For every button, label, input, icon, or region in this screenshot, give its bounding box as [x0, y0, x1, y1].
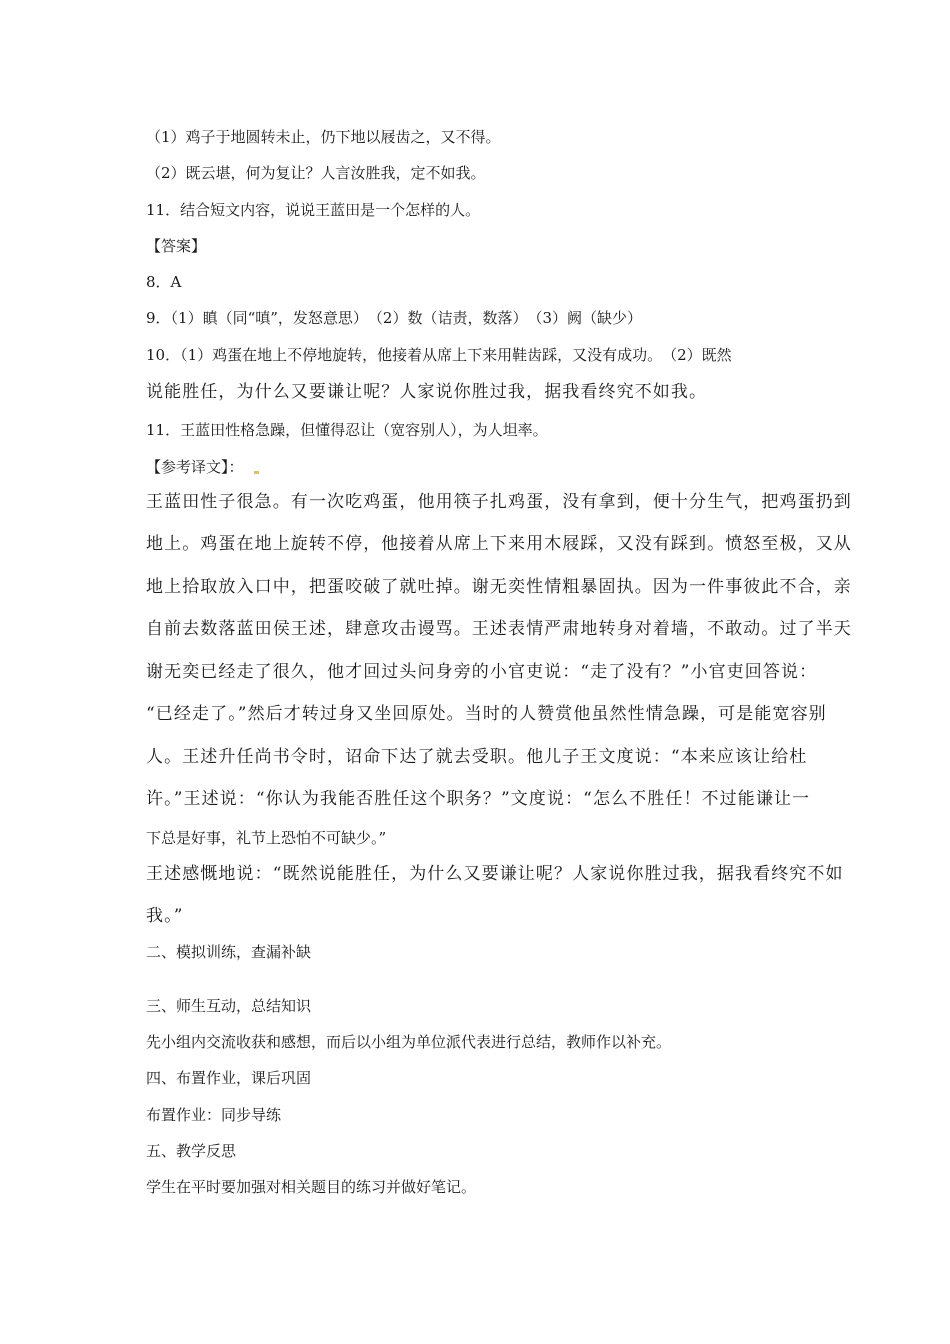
answer-10-line-2: 说能胜任，为什么又要谦让呢？人家说你胜过我，据我看终究不如我。 [146, 382, 708, 402]
answer-11: 11．王蓝田性格急躁，但懂得忍让（宽容别人），为人坦率。 [146, 421, 548, 439]
translation-line: 下总是好事，礼节上恐怕不可缺少。” [146, 829, 387, 847]
answer-heading: 【答案】 [146, 237, 207, 255]
section-4-heading: 四、布置作业，课后巩固 [146, 1069, 312, 1087]
section-5-heading: 五、教学反思 [146, 1142, 237, 1160]
translation-heading [146, 457, 260, 477]
question-10-part-2: （2）既云堪，何为复让？人言汝胜我，定不如我。 [146, 164, 486, 182]
answer-10-line-1: 10．（1）鸡蛋在地上不停地旋转，他接着从席上下来用鞋齿踩，又没有成功。 （2）既然 [146, 346, 732, 364]
question-10-part-1: （1）鸡子于地圆转未止，仍下地以屐齿之，又不得。 [146, 128, 501, 146]
section-4-body: 布置作业：同步导练 [146, 1106, 282, 1124]
translation-line: 自前去数落蓝田侯王述，肆意攻击谩骂。王述表情严肃地转身对着墙，不敢动。过了半天 [146, 619, 852, 639]
translation-line: 王蓝田性子很急。有一次吃鸡蛋，他用筷子扎鸡蛋，没有拿到，便十分生气，把鸡蛋扔到 [146, 492, 852, 512]
section-5-body: 学生在平时要加强对相关题目的练习并做好笔记。 [146, 1178, 477, 1196]
translation-line: 我。” [146, 906, 184, 926]
translation-line: 地上。鸡蛋在地上旋转不停，他接着从席上下来用木屐踩，又没有踩到。愤怒至极，又从 [146, 534, 852, 554]
answer-9: 9．（1）瞋（同“嗔”，发怒意思） （2）数（诘责，数落） （3）阙（缺少） [146, 309, 643, 327]
translation-heading-text: 【参考译文】： [146, 458, 244, 476]
answer-8: 8．A [146, 273, 182, 291]
translation-line: 谢无奕已经走了很久，他才回过头问身旁的小官吏说：“走了没有？”小官吏回答说： [146, 662, 818, 682]
question-11: 11．结合短文内容，说说王蓝田是一个怎样的人。 [146, 201, 481, 219]
translation-line: “已经走了。”然后才转过身又坐回原处。当时的人赞赏他虽然性情急躁，可是能宽容别 [146, 704, 827, 724]
translation-line: 人。王述升任尚书令时，诏命下达了就去受职。他儿子王文度说：“本来应该让给杜 [146, 747, 808, 767]
translation-line: 地上拾取放入口中，把蛋咬破了就吐掉。谢无奕性情粗暴固执。因为一件事彼此不合，亲 [146, 577, 852, 597]
edit-mark [254, 471, 259, 474]
translation-line: 许。”王述说：“你认为我能否胜任这个职务？”文度说：“怎么不胜任！不过能谦让一 [146, 789, 811, 809]
section-3-body: 先小组内交流收获和感想，而后以小组为单位派代表进行总结，教师作以补充。 [146, 1033, 672, 1051]
translation-line: 王述感慨地说：“既然说能胜任，为什么又要谦让呢？人家说你胜过我，据我看终究不如 [146, 864, 844, 884]
section-3-heading: 三、师生互动，总结知识 [146, 997, 312, 1015]
section-2-heading: 二、模拟训练，查漏补缺 [146, 943, 312, 961]
